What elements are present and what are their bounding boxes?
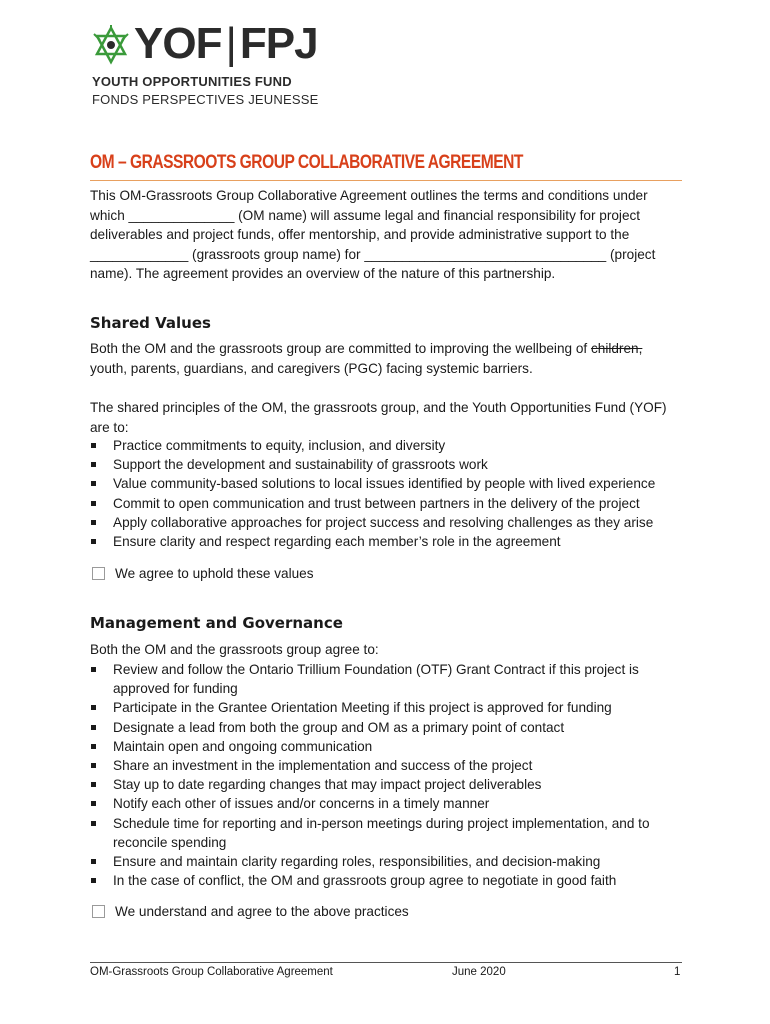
checkbox-label: We understand and agree to the above practices <box>115 904 409 919</box>
footer-divider <box>90 962 682 963</box>
list-item: Ensure clarity and respect regarding each member’s role in the agreement <box>90 532 690 551</box>
list-item: In the case of conflict, the OM and grassroots group agree to negotiate in good faith <box>90 871 690 890</box>
logo-wordmark: YOF|FPJ <box>134 19 318 68</box>
list-item: Ensure and maintain clarity regarding roles, responsibilities, and decision-making <box>90 852 690 871</box>
intro-paragraph: This OM-Grassroots Group Collaborative Agreement outlines the terms and conditions under which ______________ (OM name) will assume legal and financial responsibility for project deliverables and project funds, offer mentorship, and provide administrative support to the _____________ (grassroots group name) for ________________________________ (project name). The agreement provides an overview of the nature of this partnership. <box>90 188 656 281</box>
checkbox-icon[interactable] <box>92 905 105 918</box>
management-intro: Both the OM and the grassroots group agree to: <box>90 642 379 657</box>
list-item: Apply collaborative approaches for project success and resolving challenges as they arise <box>90 513 690 532</box>
yof-fpj-logo <box>90 19 319 108</box>
list-item: Maintain open and ongoing communication <box>90 737 690 756</box>
logo-english-name: YOUTH OPPORTUNITIES FUND <box>92 74 292 89</box>
page-number: 1 <box>674 966 681 978</box>
agree-practices-checkbox[interactable] <box>92 904 409 919</box>
struck-text: children, <box>590 341 643 356</box>
checkbox-label: We agree to uphold these values <box>115 566 314 581</box>
list-item: Stay up to date regarding changes that may impact project deliverables <box>90 775 690 794</box>
list-item: Value community-based solutions to local issues identified by people with lived experience <box>90 474 690 493</box>
document-title: OM – GRASSROOTS GROUP COLLABORATIVE AGREEMENT <box>90 152 523 173</box>
management-heading: Management and Governance <box>90 614 343 632</box>
list-item: Designate a lead from both the group and OM as a primary point of contact <box>90 718 690 737</box>
shared-values-heading: Shared Values <box>90 314 211 332</box>
list-item: Practice commitments to equity, inclusion, and diversity <box>90 436 690 455</box>
shared-principles-paragraph: The shared principles of the OM, the grassroots group, and the Youth Opportunities Fund (YOF) are to: <box>90 400 667 435</box>
uphold-values-checkbox[interactable] <box>92 566 314 581</box>
list-item: Participate in the Grantee Orientation Meeting if this project is approved for funding <box>90 698 690 717</box>
list-item: Commit to open communication and trust between partners in the delivery of the project <box>90 494 690 513</box>
shared-values-paragraph: Both the OM and the grassroots group are committed to improving the wellbeing of children, youth, parents, guardians, and caregivers (PGC) facing systemic barriers. <box>90 341 643 376</box>
trillium-logo-icon <box>90 24 132 66</box>
list-item: Notify each other of issues and/or concerns in a timely manner <box>90 794 690 813</box>
shared-principles-list <box>90 436 690 551</box>
list-item: Share an investment in the implementation and success of the project <box>90 756 690 775</box>
management-list <box>90 660 690 890</box>
list-item: Schedule time for reporting and in-person meetings during project implementation, and to reconcile spending <box>90 814 690 852</box>
list-item: Review and follow the Ontario Trillium Foundation (OTF) Grant Contract if this project is approved for funding <box>90 660 690 698</box>
footer-document-name: OM-Grassroots Group Collaborative Agreement <box>90 966 333 978</box>
title-divider <box>90 180 682 181</box>
list-item: Support the development and sustainability of grassroots work <box>90 455 690 474</box>
checkbox-icon[interactable] <box>92 567 105 580</box>
footer-date: June 2020 <box>452 966 506 978</box>
logo-french-name: FONDS PERSPECTIVES JEUNESSE <box>92 92 319 107</box>
